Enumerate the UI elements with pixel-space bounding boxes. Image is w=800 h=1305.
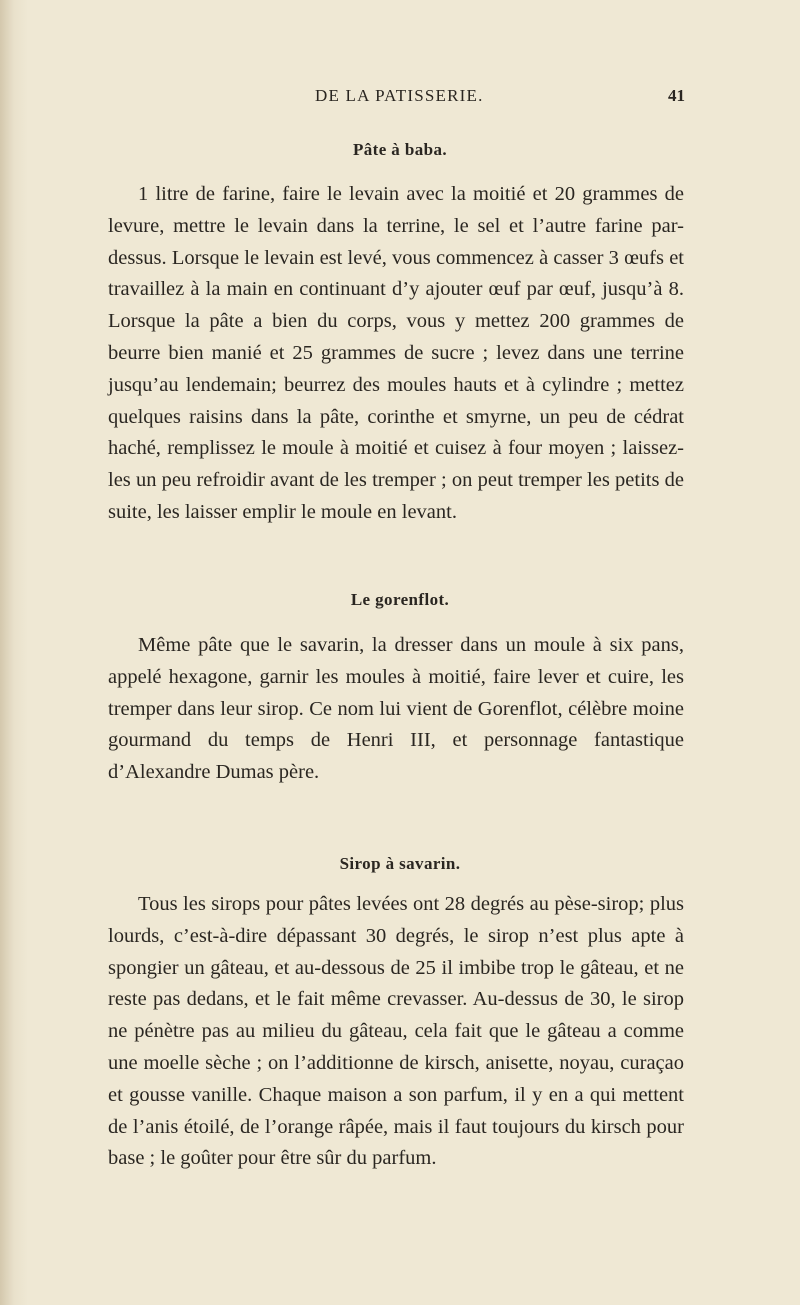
running-head: DE LA PATISSERIE. (315, 86, 484, 105)
section-text-le-gorenflot: Même pâte que le savarin, la dresser dans un moule à six pans, appelé hexagone, garnir les moules à moitié, faire lever et cuire, les tremper dans leur sirop. Ce nom lui vient de Gorenflot, célèbre moine gourmand du temps de Henri III, et personnage fantastique d’Alexandre Dumas père. (108, 634, 684, 784)
section-text-sirop-a-savarin: Tous les sirops pour pâtes levées ont 28 degrés au pèse-sirop; plus lourds, c’est-à-dire dépassant 30 degrés, le sirop n’est plus apte à spongier un gâteau, et au-dessous de 25 il imbibe trop le gâteau, et ne reste pas dedans, et le fait même crevasser. Au-dessus de 30, le sirop ne pénètre pas au milieu du gâteau, cela fait que le gâteau a comme une moelle sèche ; on l’additionne de kirsch, anisette, noyau, curaçao et gousse vanille. Chaque maison a son parfum, il y en a qui mettent de l’anis étoilé, de l’orange râpée, mais il faut toujours du kirsch pour base ; le goûter pour être sûr du parfum. (108, 893, 684, 1170)
section-title-le-gorenflot: Le gorenflot. (350, 590, 450, 609)
section-title-sirop-a-savarin: Sirop à savarin. (339, 854, 461, 873)
section-title-pate-a-baba: Pâte à baba. (352, 140, 448, 159)
page-number: 41 (668, 86, 685, 105)
page-header (0, 86, 800, 110)
section-text-pate-a-baba: 1 litre de farine, faire le levain avec la moitié et 20 grammes de levure, mettre le levain dans la terrine, le sel et l’autre farine par-dessus. Lorsque le levain est levé, vous commencez à casser 3 œufs et travaillez à la main en continuant d’y ajouter œuf par œuf, jusqu’à 8. Lorsque la pâte a bien du corps, vous y mettez 200 grammes de beurre bien manié et 25 grammes de sucre ; levez dans une terrine jusqu’au lendemain; beurrez des moules hauts et à cylindre ; mettez quelques raisins dans la pâte, corinthe et smyrne, un peu de cédrat haché, remplissez le moule à moitié et cuisez à four moyen ; laissez-les un peu refroidir avant de les tremper ; on peut tremper les petits de suite, les laisser emplir le moule en levant. (108, 183, 684, 523)
